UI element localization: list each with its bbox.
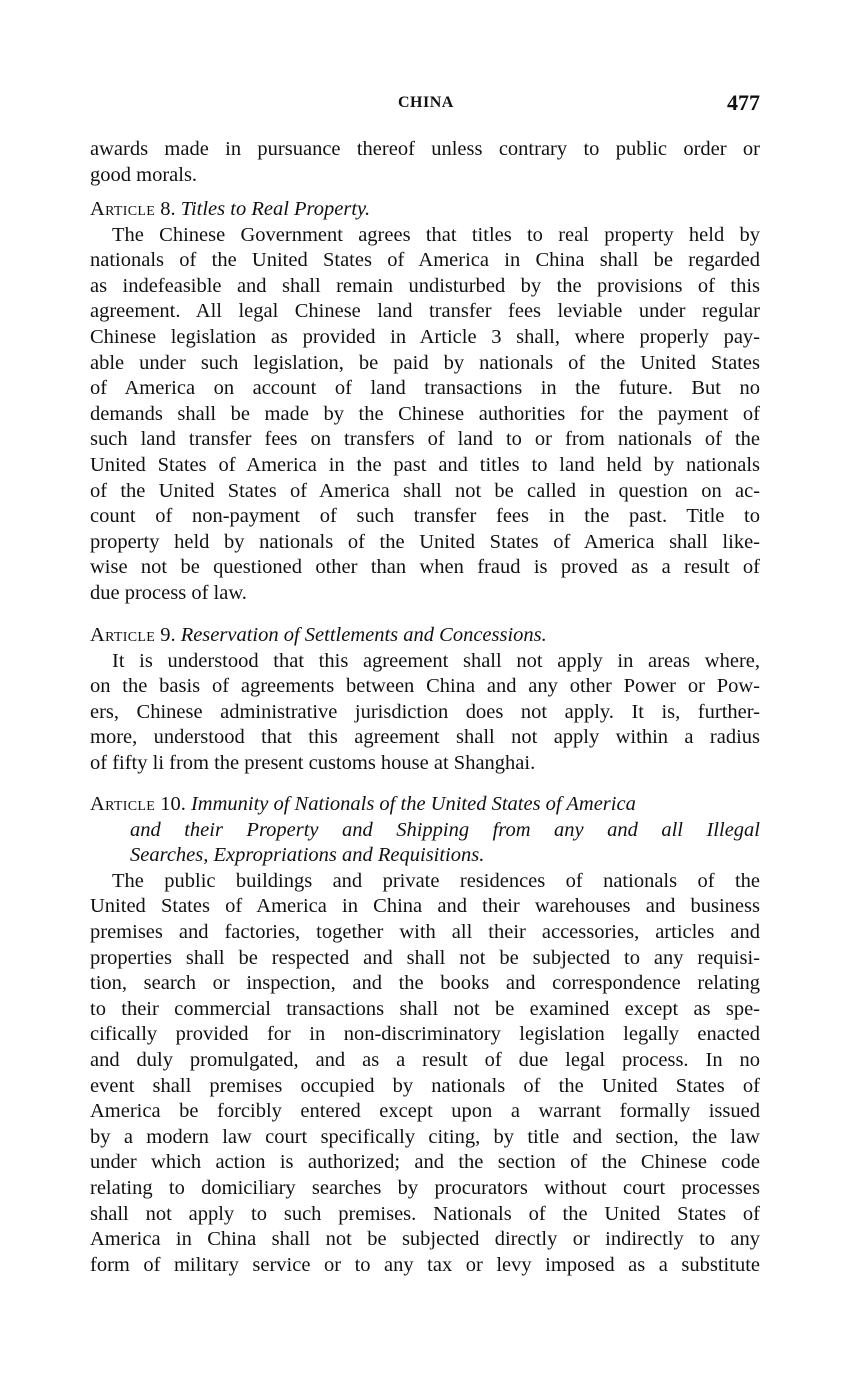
page-number: 477 <box>727 90 760 115</box>
article-title: Immunity of Nationals of the United States of America <box>190 793 636 815</box>
text-line: The Chinese Government agrees that titles to real property held by <box>112 223 760 246</box>
text-line: of America on account of land transactions in the future. But no <box>90 377 760 400</box>
article-heading <box>90 792 760 818</box>
text-line: to their commercial transactions shall not be examined except as spe- <box>90 997 760 1020</box>
text-line: event shall premises occupied by nationals of the United States of <box>90 1074 760 1097</box>
article-label: Article <box>90 624 156 646</box>
text-line: of fifty li from the present customs house at Shanghai. <box>90 751 536 774</box>
text-line: America in China shall not be subjected directly or indirectly to any <box>90 1228 760 1251</box>
text-line: property held by nationals of the United States of America shall like- <box>90 530 760 553</box>
carryover-paragraph <box>90 137 760 188</box>
text-line: ers, Chinese administrative jurisdiction does not apply. It is, further- <box>90 700 760 723</box>
article-9 <box>90 623 760 777</box>
running-header <box>0 90 863 120</box>
text-line: under which action is authorized; and the section of the Chinese code <box>90 1151 760 1174</box>
article-title: Reservation of Settlements and Concessions. <box>180 624 547 646</box>
text-line: cifically provided for in non-discriminatory legislation legally enacted <box>90 1023 760 1046</box>
article-title-continued: and their Property and Shipping from any and all Illegal <box>130 818 760 841</box>
article-number: 9. <box>160 624 176 646</box>
text-line: tion, search or inspection, and the books and correspondence relating <box>90 972 760 995</box>
text-line: more, understood that this agreement shall not apply within a radius <box>90 726 760 749</box>
text-line: agreement. All legal Chinese land transfer fees leviable under regular <box>90 300 760 323</box>
text-line: premises and factories, together with all their accessories, articles and <box>90 920 760 943</box>
article-number: 10. <box>160 793 186 815</box>
text-line: of the United States of America shall not be called in question on ac- <box>90 479 760 502</box>
text-line: United States of America in China and their warehouses and business <box>90 895 760 918</box>
text-line: due process of law. <box>90 581 247 604</box>
text-line: such land transfer fees on transfers of land to or from nationals of the <box>90 428 760 451</box>
text-line: demands shall be made by the Chinese authorities for the payment of <box>90 402 760 425</box>
text-line: form of military service or to any tax or levy imposed as a substitute <box>90 1253 760 1276</box>
text-line: wise not be questioned other than when fraud is proved as a result of <box>90 556 760 579</box>
text-line: by a modern law court specifically citing, by title and section, the law <box>90 1125 760 1148</box>
article-10 <box>90 792 760 1278</box>
text-line: and duly promulgated, and as a result of due legal process. In no <box>90 1048 760 1071</box>
article-heading <box>90 623 760 649</box>
article-title: Titles to Real Property. <box>180 198 371 220</box>
text-line: relating to domiciliary searches by procurators without court processes <box>90 1176 760 1199</box>
article-8 <box>90 197 760 607</box>
article-label: Article <box>90 793 156 815</box>
running-title: CHINA <box>398 94 454 111</box>
article-heading <box>90 197 760 223</box>
text-line: Chinese legislation as provided in Article 3 shall, where properly pay- <box>90 325 760 348</box>
text-line: able under such legislation, be paid by nationals of the United States <box>90 351 760 374</box>
article-label: Article <box>90 198 156 220</box>
article-number: 8. <box>160 198 176 220</box>
text-line: America be forcibly entered except upon a warrant formally issued <box>90 1100 760 1123</box>
text-line: shall not apply to such premises. Nationals of the United States of <box>90 1202 760 1225</box>
text-line: It is understood that this agreement shall not apply in areas where, <box>112 649 760 672</box>
text-line: properties shall be respected and shall not be subjected to any requisi- <box>90 946 760 969</box>
text-line: nationals of the United States of America in China shall be regarded <box>90 249 760 272</box>
text-line: good morals. <box>90 163 198 186</box>
article-title-continued: Searches, Expropriations and Requisitions. <box>130 844 485 867</box>
text-line: on the basis of agreements between China and any other Power or Pow- <box>90 675 760 698</box>
text-line: awards made in pursuance thereof unless contrary to public order or <box>90 138 760 160</box>
text-line: The public buildings and private residences of nationals of the <box>112 869 760 892</box>
text-line: as indefeasible and shall remain undisturbed by the provisions of this <box>90 274 760 297</box>
text-line: United States of America in the past and titles to land held by nationals <box>90 453 760 476</box>
text-line: count of non-payment of such transfer fees in the past. Title to <box>90 505 760 528</box>
